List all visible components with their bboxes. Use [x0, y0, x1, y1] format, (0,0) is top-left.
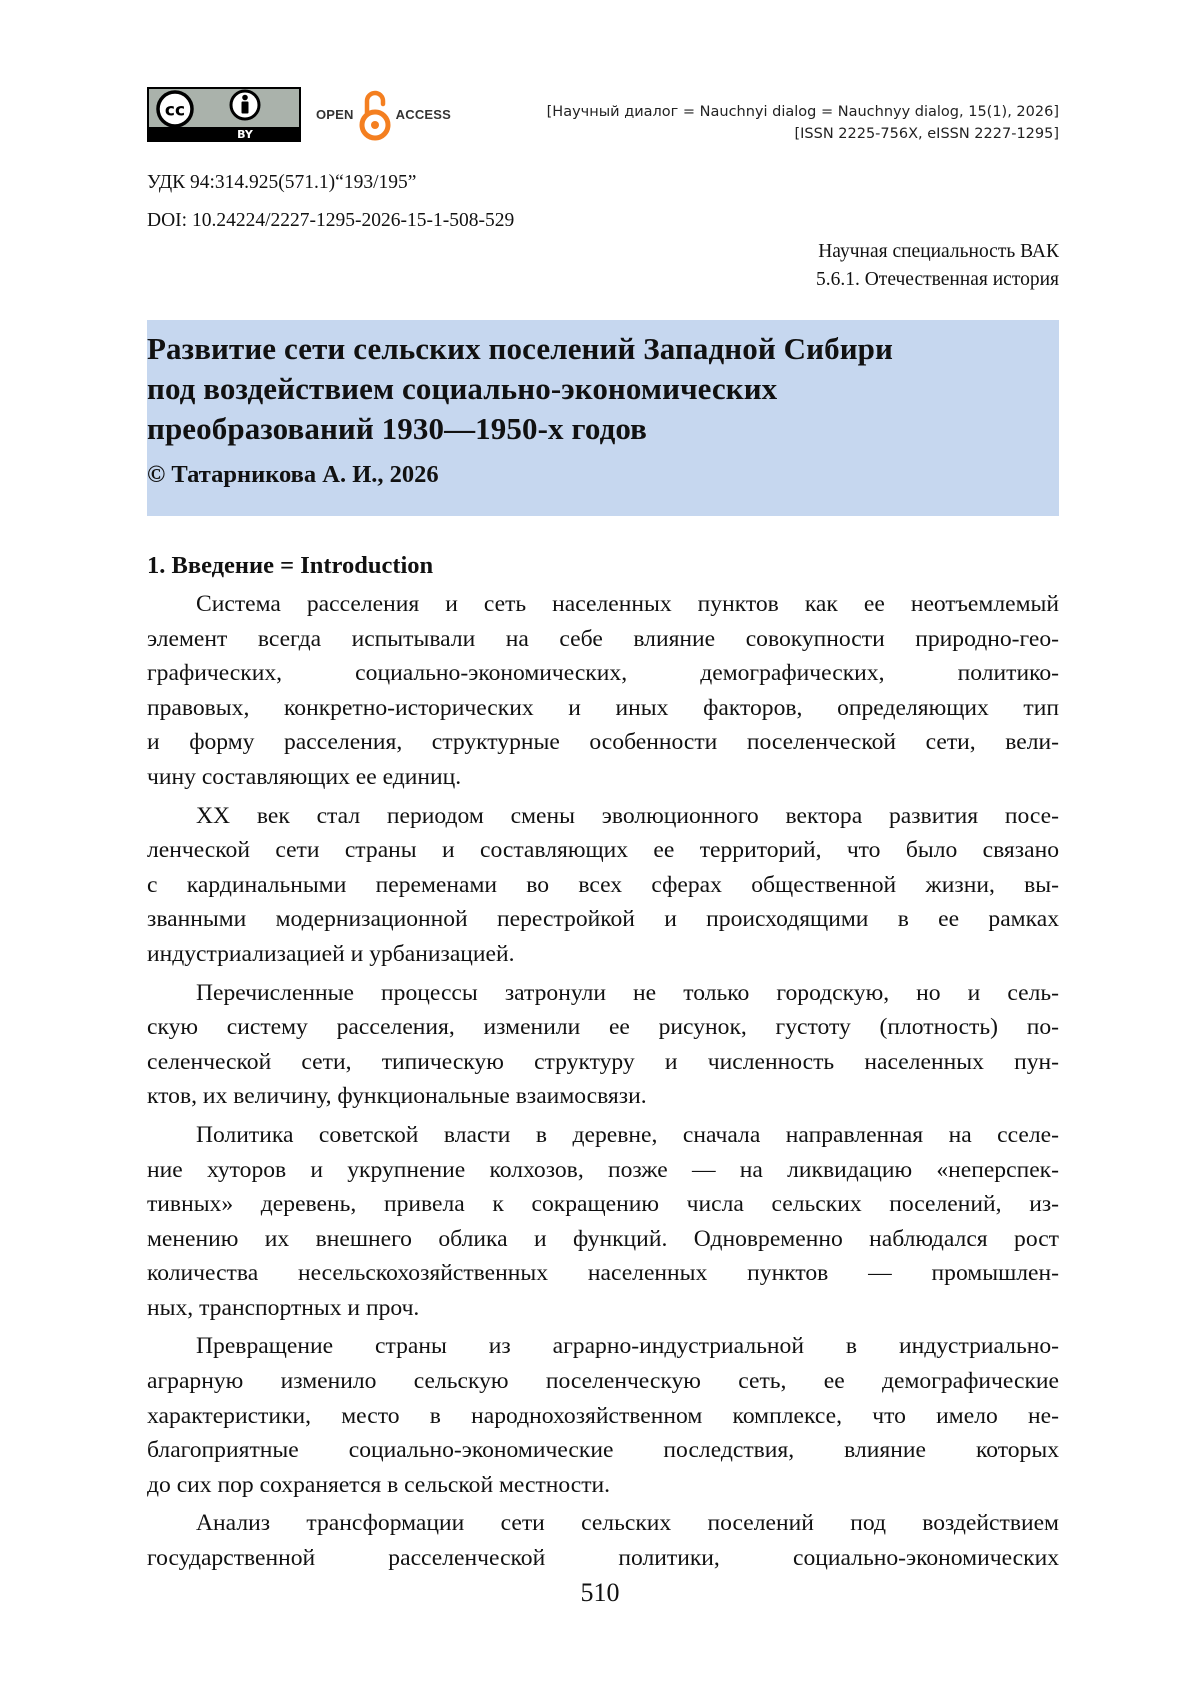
body-paragraph	[147, 1329, 1059, 1502]
text-line: аграрную изменило сельскую поселенческую сеть, ее демографические	[147, 1368, 1059, 1395]
text-line: ние хуторов и укрупнение колхозов, позже — на ликвидацию «неперспек-	[147, 1156, 1059, 1183]
article-title-line: Развитие сети сельских поселений Западной Сибири	[147, 331, 893, 366]
body-paragraph	[147, 1118, 1059, 1326]
text-line: XX век стал периодом смены эволюционного вектора развития посе-	[196, 802, 1059, 829]
article-title-line: преобразований 1930—1950-х годов	[147, 411, 648, 446]
svg-text:cc: cc	[164, 100, 186, 120]
license-badge-label: BY	[237, 127, 253, 141]
article-body	[147, 587, 1059, 1576]
text-line: государственной расселенческой политики, социально-экономических	[147, 1545, 1059, 1572]
text-line: индустриализацией и урбанизацией.	[147, 940, 515, 967]
title-block	[147, 320, 1059, 516]
text-line: Анализ трансформации сети сельских поселений под воздействием	[196, 1510, 1059, 1537]
license-badges	[147, 86, 451, 142]
text-line: скую систему расселения, изменили ее рисунок, густоту (плотность) по-	[147, 1014, 1059, 1041]
open-access-logo	[316, 87, 451, 142]
journal-citation	[547, 101, 1059, 145]
text-line: с кардинальными переменами во всех сферах общественной жизни, вы-	[147, 871, 1059, 898]
open-access-right-label: ACCESS	[395, 106, 452, 122]
cc-by-license-icon	[147, 87, 301, 142]
journal-title-line: [Научный диалог = Nauchnyi dialog = Nauchnyy dialog, 15(1), 2026]	[546, 104, 1059, 120]
journal-issn-line: [ISSN 2225-756X, eISSN 2227-1295]	[794, 126, 1059, 142]
text-line: ных, транспортных и проч.	[147, 1294, 420, 1321]
udc-code: УДК 94:314.925(571.1)“193/195”	[147, 172, 417, 193]
text-line: Система расселения и сеть населенных пунктов как ее неотъемлемый	[196, 591, 1059, 617]
specialty-block	[816, 238, 1059, 294]
text-line: благоприятные социально-экономические последствия, влияние которых	[147, 1437, 1059, 1464]
open-access-left-label: OPEN	[316, 106, 354, 122]
text-line: чину составляющих ее единиц.	[147, 763, 462, 790]
text-line: и форму расселения, структурные особенности поселенческой сети, вели-	[147, 729, 1059, 756]
page-number: 510	[580, 1578, 620, 1607]
text-line: элемент всегда испытывали на себе влияние совокупности природно-гео-	[147, 625, 1059, 652]
text-line: до сих пор сохраняется в сельской местности.	[147, 1471, 611, 1498]
doi-identifier: DOI: 10.24224/2227-1295-2026-15-1-508-529	[147, 210, 515, 231]
text-line: характеристики, место в народнохозяйственном комплексе, что имело не-	[147, 1402, 1059, 1429]
body-paragraph	[147, 976, 1059, 1114]
specialty-label: Научная специальность ВАК	[818, 241, 1059, 262]
open-lock-icon	[358, 87, 392, 141]
text-line: званными модернизационной перестройкой и происходящими в ее рамках	[147, 906, 1059, 933]
specialty-code: 5.6.1. Отечественная история	[815, 269, 1059, 290]
text-line: селенческой сети, типическую структуру и численность населенных пун-	[147, 1048, 1059, 1075]
text-line: менению их внешнего облика и функций. Одновременно наблюдался рост	[147, 1225, 1059, 1252]
text-line: Превращение страны из аграрно-индустриальной в индустриально-	[196, 1333, 1059, 1360]
text-line: графических, социально-экономических, демографических, политико-	[147, 660, 1059, 687]
section-heading: 1. Введение = Introduction	[147, 552, 434, 579]
text-line: тивных» деревень, привела к сокращению числа сельских поселений, из-	[147, 1191, 1059, 1218]
author-copyright: © Татарникова А. И., 2026	[147, 461, 439, 488]
text-line: Политика советской власти в деревне, сначала направленная на сселе-	[196, 1121, 1059, 1148]
text-line: количества несельскохозяйственных населенных пунктов — промышлен-	[147, 1260, 1059, 1287]
text-line: правовых, конкретно-исторических и иных факторов, определяющих тип	[147, 694, 1059, 721]
text-line: Перечисленные процессы затронули не только городскую, но и сель-	[196, 979, 1059, 1006]
body-paragraph	[147, 1506, 1059, 1575]
body-paragraph	[147, 587, 1059, 795]
text-line: ленческой сети страны и составляющих ее территорий, что было связано	[147, 837, 1059, 864]
body-paragraph	[147, 799, 1059, 972]
text-line: ктов, их величину, функциональные взаимосвязи.	[147, 1083, 647, 1110]
article-title-line: под воздействием социально-экономических	[147, 371, 778, 406]
